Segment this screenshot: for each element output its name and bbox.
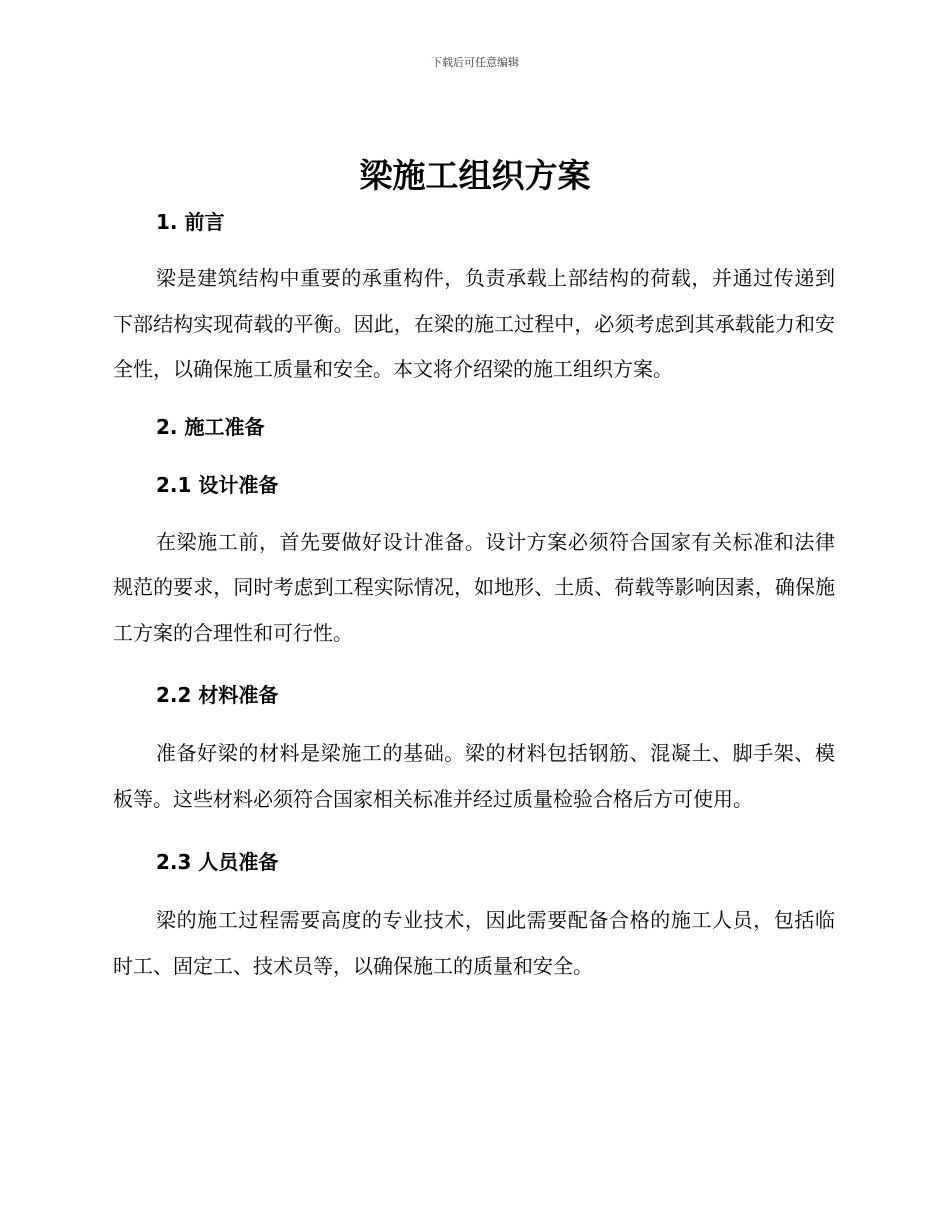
section-heading-preface: 1. 前言 (156, 210, 225, 234)
section-heading-construction-prep: 2. 施工准备 (156, 414, 265, 439)
section-heading-design-prep: 2.1 设计准备 (156, 472, 279, 497)
document-title: 梁施工组织方案 (359, 156, 591, 195)
section-paragraph-preface: 梁是建筑结构中重要的承重构件，负责承载上部结构的荷载，并通过传递到下部结构实现荷载的平衡。因此，在梁的施工过程中，必须考虑到其承载能力和安全性，以确保施工质量和安全。本文将介绍梁的施工组织方案。 (113, 266, 835, 381)
document-body (113, 204, 835, 989)
section-heading-personnel-prep: 2.3 人员准备 (156, 850, 279, 874)
section-heading-material-prep: 2.2 材料准备 (156, 683, 279, 707)
page-header-note: 下载后可任意编辑 (431, 56, 519, 69)
section-paragraph-personnel-prep: 梁的施工过程需要高度的专业技术，因此需要配备合格的施工人员，包括临时工、固定工、技术员等，以确保施工的质量和安全。 (113, 908, 835, 978)
section-paragraph-material-prep: 准备好梁的材料是梁施工的基础。梁的材料包括钢筋、混凝土、脚手架、模板等。这些材料必须符合国家相关标准并经过质量检验合格后方可使用。 (113, 741, 835, 811)
section-paragraph-design-prep: 在梁施工前，首先要做好设计准备。设计方案必须符合国家有关标准和法律规范的要求，同时考虑到工程实际情况，如地形、土质、荷载等影响因素，确保施工方案的合理性和可行性。 (113, 529, 835, 645)
